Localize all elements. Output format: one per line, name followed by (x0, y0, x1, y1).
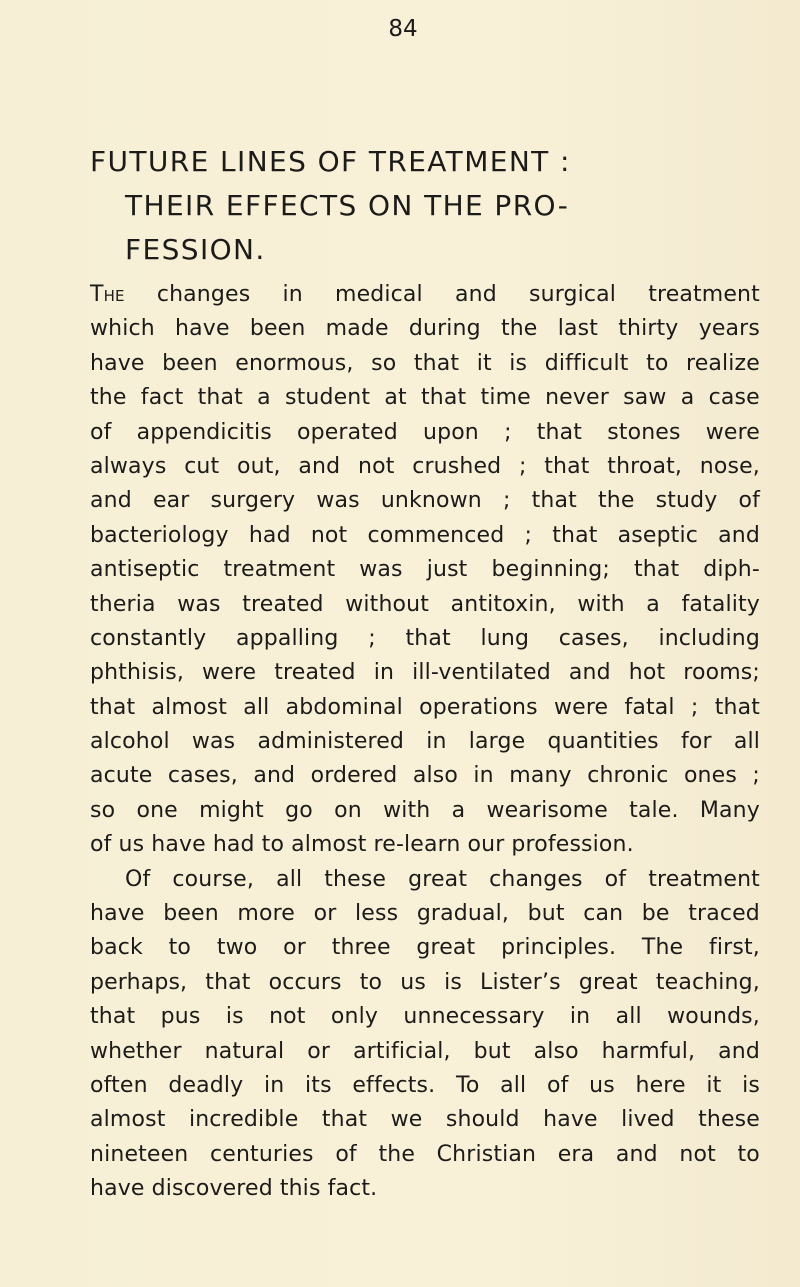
text-line (90, 863, 760, 897)
word: might (199, 797, 264, 823)
word: perhaps, (90, 969, 188, 995)
word: all (615, 1004, 642, 1030)
word: saw (623, 385, 667, 411)
word: but (473, 1038, 511, 1064)
word: was (359, 557, 403, 583)
word: profession. (511, 832, 634, 858)
word: of (738, 488, 760, 514)
word: or (313, 901, 337, 927)
word: treatment (648, 282, 760, 307)
text-line (90, 1103, 760, 1137)
word: difficult (544, 350, 629, 376)
word: Lister’s (480, 969, 561, 995)
word: with (577, 591, 625, 617)
word: abdominal (285, 694, 403, 720)
word: treated (242, 591, 324, 617)
word: unnecessary (403, 1004, 545, 1030)
word: years (698, 316, 760, 342)
word: on (334, 797, 362, 823)
word: ; (518, 453, 527, 479)
word: that (421, 385, 467, 411)
word: cases, (167, 763, 238, 789)
text-line (90, 828, 760, 862)
word: had (248, 522, 291, 548)
word: great (416, 935, 476, 961)
word: including (658, 625, 760, 651)
word: operations (419, 694, 538, 720)
word: and (718, 522, 760, 548)
word: never (545, 385, 609, 411)
text-line (90, 725, 760, 759)
word: ear (152, 488, 190, 514)
word: changes (156, 282, 251, 307)
word: to (359, 969, 383, 995)
word: time (480, 385, 531, 411)
word: have (90, 1176, 145, 1202)
text-line (90, 381, 760, 415)
word: acute (90, 763, 153, 789)
word: Many (699, 797, 760, 823)
word: antitoxin, (450, 591, 556, 617)
word: in (282, 282, 303, 307)
word: treated (274, 660, 356, 686)
word: this (279, 1176, 321, 1202)
word: not (310, 522, 348, 548)
word: surgery (210, 488, 296, 514)
text-line (90, 278, 760, 312)
word: cases, (558, 625, 629, 651)
word: pus (160, 1004, 201, 1030)
word: harmful, (601, 1038, 696, 1064)
word: ; (502, 488, 511, 514)
text-line (90, 759, 760, 793)
word: also (412, 763, 458, 789)
word: whether (90, 1038, 182, 1064)
word: with (383, 797, 431, 823)
word: quantities (547, 729, 659, 755)
chapter-title-line: FUTURE LINES OF TREATMENT : (90, 145, 571, 178)
word: in (264, 1072, 285, 1098)
word: was (177, 591, 221, 617)
word: and (615, 1141, 658, 1167)
word: upon (422, 419, 479, 445)
word: three (331, 935, 391, 961)
word: just (426, 557, 468, 583)
word: student (284, 385, 371, 411)
word: first, (709, 935, 760, 961)
word: fact (140, 385, 184, 411)
word: study (655, 488, 718, 514)
word: only (330, 1004, 379, 1030)
word: realize (686, 350, 760, 376)
word: that (544, 453, 590, 479)
word: the (378, 1141, 416, 1167)
chapter-title-line: THEIR EFFECTS ON THE PRO- (125, 189, 570, 222)
word: all (500, 1072, 527, 1098)
word: it (476, 350, 492, 376)
text-line (90, 897, 760, 931)
chapter-title (90, 140, 780, 272)
word: and (90, 488, 132, 514)
word: have (543, 1107, 598, 1133)
word: our (467, 832, 505, 858)
word: alcohol (90, 729, 170, 755)
word: The (641, 935, 684, 961)
word: occurs (268, 969, 342, 995)
word: discovered (151, 1176, 273, 1202)
word: natural (204, 1038, 285, 1064)
word: crushed (412, 453, 502, 479)
word: last (557, 316, 598, 342)
word: in (473, 763, 494, 789)
text-line (90, 622, 760, 656)
word: us (118, 832, 145, 858)
word: tale. (629, 797, 679, 823)
word: operated (297, 419, 398, 445)
text-line (90, 519, 760, 553)
word: antiseptic (90, 557, 200, 583)
word: and (298, 453, 341, 479)
word: been (249, 316, 306, 342)
word: all (733, 729, 760, 755)
word: almost (151, 694, 227, 720)
word: appalling (236, 625, 339, 651)
word: to (646, 350, 669, 376)
word: that (405, 625, 451, 651)
word: that (531, 488, 577, 514)
word: not (679, 1141, 716, 1167)
word: and (454, 282, 497, 307)
text-line (90, 794, 760, 828)
text-line (90, 450, 760, 484)
word: lung (480, 625, 530, 651)
word: during (408, 316, 481, 342)
word: that (714, 694, 760, 720)
word: that (413, 350, 460, 376)
word: often (90, 1072, 148, 1098)
word: is (509, 350, 528, 376)
word: great (578, 969, 638, 995)
word: The (90, 282, 125, 307)
word: principles. (501, 935, 617, 961)
chapter-title-line: FESSION. (125, 233, 266, 266)
word: to (737, 1141, 760, 1167)
word: so (371, 350, 397, 376)
word: throat, (607, 453, 683, 479)
word: less (355, 901, 399, 927)
word: chronic (587, 763, 669, 789)
word: constantly (90, 625, 207, 651)
word: that (633, 557, 680, 583)
word: ; (690, 694, 699, 720)
word: aseptic (617, 522, 698, 548)
word: administered (257, 729, 405, 755)
word: lived (621, 1107, 675, 1133)
word: the (500, 316, 538, 342)
word: were (202, 660, 257, 686)
text-line (90, 588, 760, 622)
word: that (205, 969, 251, 995)
word: theria (90, 591, 156, 617)
word: ones (683, 763, 737, 789)
word: so (90, 797, 116, 823)
word: is (225, 1004, 244, 1030)
word: wearisome (486, 797, 608, 823)
word: without (345, 591, 430, 617)
word: a (680, 385, 695, 411)
word: a (451, 797, 466, 823)
word: made (325, 316, 389, 342)
word: not (357, 453, 395, 479)
word: is (742, 1072, 760, 1098)
word: case (708, 385, 760, 411)
word: been (163, 901, 219, 927)
word: were (554, 694, 609, 720)
word: course, (172, 866, 255, 892)
word: effects. (352, 1072, 436, 1098)
word: phthisis, (90, 660, 184, 686)
word: had (212, 832, 255, 858)
word: all (276, 866, 303, 892)
word: incredible (188, 1107, 299, 1133)
word: that (536, 419, 583, 445)
word: great (408, 866, 468, 892)
word: rooms; (683, 660, 760, 686)
word: diph- (703, 557, 760, 583)
word: back (90, 935, 143, 961)
text-line (90, 1172, 760, 1206)
word: surgical (529, 282, 617, 307)
word: have (90, 350, 145, 376)
word: the (90, 385, 127, 411)
word: always (90, 453, 167, 479)
text-line (90, 553, 760, 587)
word: go (285, 797, 313, 823)
word: ; (524, 522, 533, 548)
word: and (718, 1038, 760, 1064)
word: can (583, 901, 624, 927)
body-text (90, 278, 760, 1207)
word: that (552, 522, 598, 548)
text-line (90, 656, 760, 690)
word: should (445, 1107, 520, 1133)
word: bacteriology (90, 522, 229, 548)
word: of (546, 1072, 569, 1098)
word: us (589, 1072, 615, 1098)
word: large (468, 729, 526, 755)
text-line (90, 416, 760, 450)
word: ; (368, 625, 376, 651)
word: nose, (699, 453, 760, 479)
word: appendicitis (136, 419, 272, 445)
word: was (191, 729, 236, 755)
word: to (261, 832, 285, 858)
word: stones (607, 419, 681, 445)
word: but (527, 901, 565, 927)
word: almost (291, 832, 367, 858)
word: these (698, 1107, 760, 1133)
word: the (597, 488, 635, 514)
word: fact. (327, 1176, 378, 1202)
word: that (197, 385, 243, 411)
word: fatality (681, 591, 760, 617)
word: of (90, 419, 112, 445)
word: of (90, 832, 112, 858)
word: that (90, 694, 136, 720)
word: To (455, 1072, 480, 1098)
word: one (136, 797, 178, 823)
word: changes (489, 866, 583, 892)
word: deadly (168, 1072, 244, 1098)
text-line (90, 484, 760, 518)
word: unknown (380, 488, 482, 514)
word: in (426, 729, 447, 755)
word: have (175, 316, 230, 342)
word: for (680, 729, 712, 755)
word: were (705, 419, 760, 445)
word: traced (688, 901, 760, 927)
text-line (90, 931, 760, 965)
word: of (335, 1141, 357, 1167)
word: to (168, 935, 192, 961)
word: we (390, 1107, 423, 1133)
word: that (321, 1107, 368, 1133)
word: it (706, 1072, 722, 1098)
word: centuries (210, 1141, 314, 1167)
word: in (569, 1004, 591, 1030)
word: is (444, 969, 462, 995)
word: many (509, 763, 572, 789)
word: enormous, (235, 350, 354, 376)
text-line (90, 1069, 760, 1103)
word: and (568, 660, 611, 686)
text-line (90, 312, 760, 346)
word: that (90, 1004, 136, 1030)
word: more (237, 901, 295, 927)
word: a (257, 385, 271, 411)
word: Christian (436, 1141, 537, 1167)
word: thirty (618, 316, 679, 342)
word: also (533, 1038, 579, 1064)
text-line (90, 1000, 760, 1034)
word: beginning; (491, 557, 610, 583)
word: and (253, 763, 296, 789)
word: nineteen (90, 1141, 189, 1167)
word: a (646, 591, 660, 617)
word: not (269, 1004, 306, 1030)
word: which (90, 316, 155, 342)
word: be (641, 901, 670, 927)
word: treatment (223, 557, 336, 583)
word: almost (90, 1107, 166, 1133)
text-line (90, 347, 760, 381)
word: teaching, (655, 969, 760, 995)
text-line (90, 691, 760, 725)
word: hot (628, 660, 666, 686)
word: ill-ventilated (412, 660, 551, 686)
word: its (305, 1072, 332, 1098)
page-number: 84 (388, 16, 418, 42)
word: all (243, 694, 270, 720)
word: era (557, 1141, 595, 1167)
word: commenced (367, 522, 505, 548)
text-line (90, 966, 760, 1000)
word: ; (752, 763, 760, 789)
word: two (216, 935, 258, 961)
word: was (316, 488, 360, 514)
word: wounds, (667, 1004, 760, 1030)
word: of (604, 866, 627, 892)
word: these (324, 866, 387, 892)
word: out, (237, 453, 281, 479)
word: or (307, 1038, 331, 1064)
word: here (635, 1072, 686, 1098)
word: re-learn (373, 832, 461, 858)
word: medical (335, 282, 423, 307)
word: have (151, 832, 206, 858)
text-line (90, 1138, 760, 1172)
word: ; (504, 419, 512, 445)
word: cut (184, 453, 220, 479)
word: been (162, 350, 218, 376)
word: at (384, 385, 407, 411)
word: artificial, (353, 1038, 451, 1064)
word: in (373, 660, 395, 686)
word: ordered (310, 763, 398, 789)
word: gradual, (416, 901, 509, 927)
word: us (400, 969, 426, 995)
word: have (90, 901, 145, 927)
word: Of (125, 866, 151, 892)
text-line (90, 1035, 760, 1069)
word: or (283, 935, 306, 961)
word: fatal (624, 694, 675, 720)
word: treatment (648, 866, 760, 892)
